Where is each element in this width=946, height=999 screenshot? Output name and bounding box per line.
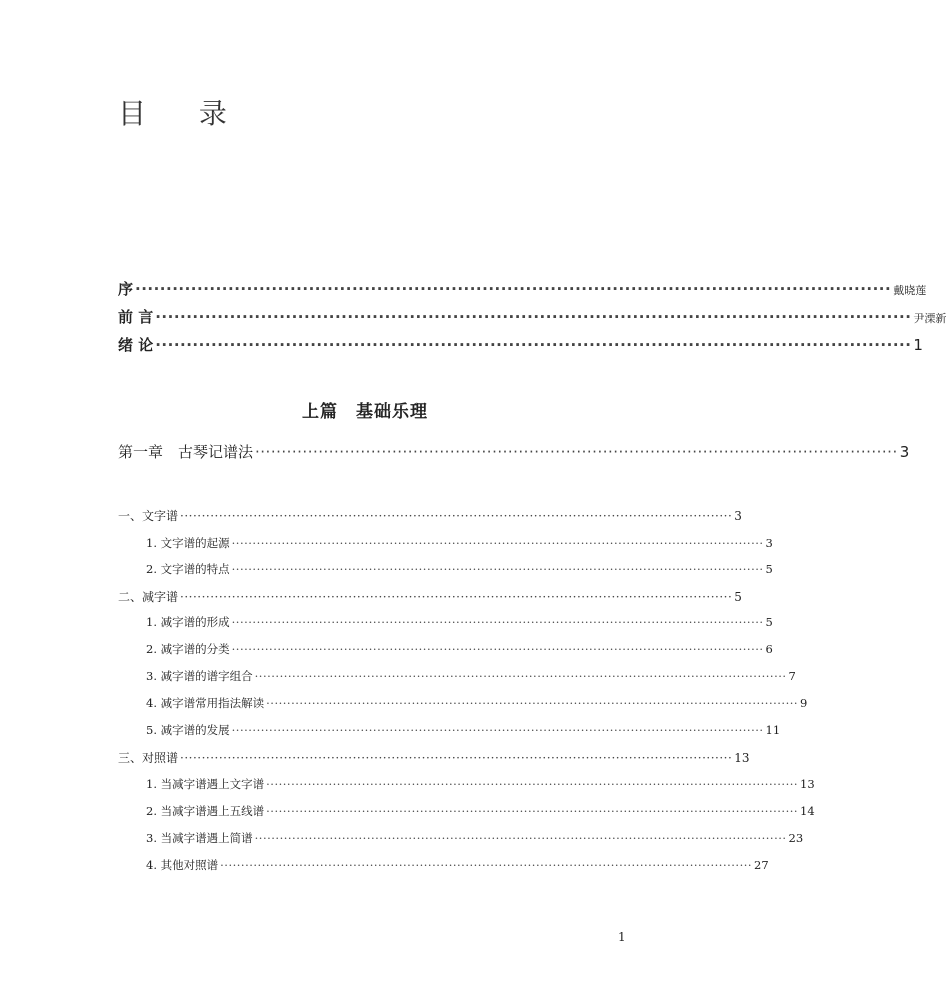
toc-entry-label: 4. 减字谱常用指法解读 [146,696,265,710]
part-title: 上篇 基础乐理 [302,402,428,422]
leader-dots: ································································································································ [266,696,799,710]
leader-dots: ································································································································ [231,536,764,550]
toc-entry-page: 6 [765,642,773,656]
toc-section [118,749,750,766]
toc-subsection [146,857,769,873]
leader-dots: ································································································································ [220,858,753,872]
toc-entry-page: 5 [734,590,742,604]
toc-entry-label: 4. 其他对照谱 [146,858,219,872]
toc-entry-page: 9 [800,696,808,710]
toc-entry-label: 前 言 [118,308,154,326]
toc-section [118,588,742,605]
leader-dots: ·························································································································· [255,443,898,461]
toc-entry-page: 13 [734,751,750,765]
leader-dots: ································································································································ [254,669,787,683]
toc-entry-label: 2. 文字谱的特点 [146,562,230,576]
leader-dots: ································································································································ [180,751,733,765]
toc-entry-preface [118,278,927,299]
page-number: 1 [618,930,626,944]
toc-entry-label: 2. 当减字谱遇上五线谱 [146,804,265,818]
toc-entry-page: 11 [765,723,781,737]
toc-entry-page: 1 [913,336,923,354]
leader-dots: ································································································································ [254,831,787,845]
toc-title: 目 录 [118,97,249,130]
toc-entry-introduction [118,334,923,355]
leader-dots: ································································································································ [231,642,764,656]
toc-entry-label: 3. 减字谱的谱字组合 [146,669,253,683]
toc-entry-page: 5 [765,562,773,576]
toc-subsection [146,830,804,846]
toc-entry-author: 戴晓莲 [893,284,927,297]
leader-dots: ································································································································ [231,562,764,576]
leader-dots: ································································································································ [231,615,764,629]
toc-subsection [146,803,815,819]
leader-dots: ·························································································································· [155,336,912,354]
toc-entry-page: 27 [754,858,769,872]
toc-subsection [146,668,796,684]
toc-chapter [118,441,910,462]
toc-entry-label: 绪 论 [118,336,154,354]
toc-subsection [146,695,808,711]
toc-subsection [146,561,773,577]
toc-chapter-page: 3 [899,443,910,461]
toc-entry-page: 13 [800,777,815,791]
toc-entry-page: 5 [765,615,773,629]
toc-entry-label: 3. 当减字谱遇上简谱 [146,831,253,845]
toc-chapter-label: 第一章 古琴记谱法 [118,443,254,461]
toc-entry-page: 3 [734,509,742,523]
leader-dots: ································································································································ [266,777,799,791]
toc-entry-label: 序 [118,280,134,298]
toc-entry-label: 二、减字谱 [118,590,179,604]
toc-subsection [146,614,773,630]
toc-entry-label: 1. 文字谱的起源 [146,536,230,550]
leader-dots: ································································································································ [180,509,733,523]
toc-entry-page: 14 [800,804,815,818]
toc-entry-page: 23 [788,831,804,845]
toc-entry-label: 1. 减字谱的形成 [146,615,230,629]
toc-entry-foreword [118,306,946,327]
toc-entry-label: 2. 减字谱的分类 [146,642,230,656]
toc-subsection [146,722,781,738]
leader-dots: ·························································································································· [155,308,912,326]
leader-dots: ································································································································ [180,590,733,604]
toc-subsection [146,535,773,551]
toc-subsection [146,776,815,792]
leader-dots: ································································································································ [266,804,799,818]
toc-entry-label: 1. 当减字谱遇上文字谱 [146,777,265,791]
toc-entry-label: 5. 减字谱的发展 [146,723,230,737]
leader-dots: ·························································································································· [135,280,892,298]
toc-subsection [146,641,773,657]
leader-dots: ································································································································ [231,723,764,737]
toc-section [118,507,742,524]
toc-entry-label: 三、对照谱 [118,751,179,765]
toc-entry-label: 一、文字谱 [118,509,179,523]
toc-entry-page: 3 [765,536,773,550]
toc-entry-page: 7 [788,669,796,683]
toc-entry-author: 尹溧新 [913,312,946,325]
